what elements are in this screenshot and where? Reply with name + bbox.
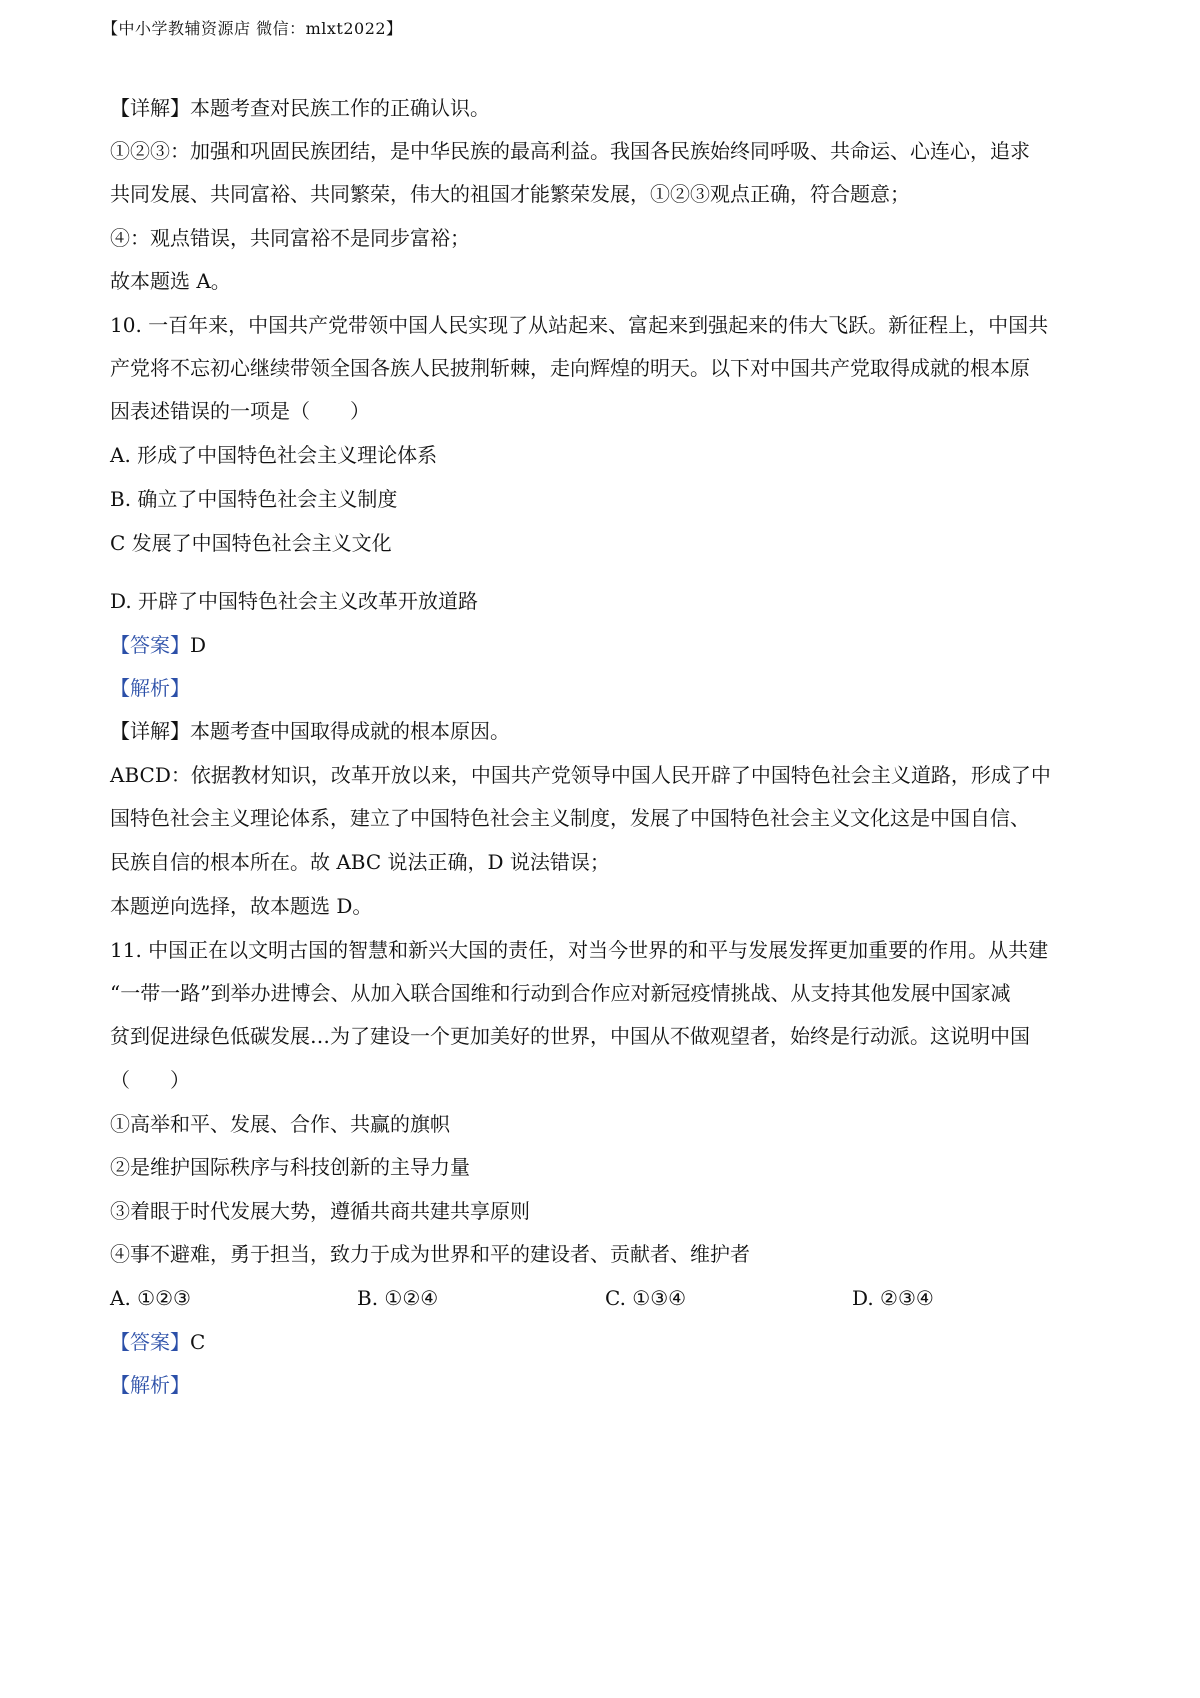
q10-detail-line: 【详解】本题考查中国取得成就的根本原因。 [110,719,510,743]
q11-option-a: A. ①②③ [110,1286,191,1310]
q10-analysis-tag: 【解析】 [110,676,190,700]
q10-stem-line: 因表述错误的一项是（ ） [110,399,370,423]
prev-detail-line: ①②③：加强和巩固民族团结，是中华民族的最高利益。我国各民族始终同呼吸、共命运、心连心，追求 [110,139,1030,163]
q11-option-b: B. ①②④ [357,1286,439,1310]
q11-option-c: C. ①③④ [605,1286,687,1310]
q11-statement: ①高举和平、发展、合作、共赢的旗帜 [110,1112,450,1136]
q10-option-b: B. 确立了中国特色社会主义制度 [110,487,398,511]
q11-analysis-tag: 【解析】 [110,1373,190,1397]
answer-value: C [190,1330,206,1354]
q11-stem-line: 贫到促进绿色低碳发展…为了建设一个更加美好的世界，中国从不做观望者，始终是行动派。这说明中国 [110,1024,1030,1048]
q10-detail-line: 国特色社会主义理论体系，建立了中国特色社会主义制度，发展了中国特色社会主义文化这是中国自信、 [110,806,1030,830]
prev-detail-title: 【详解】本题考查对民族工作的正确认识。 [110,96,490,120]
q10-detail-line: ABCD：依据教材知识，改革开放以来，中国共产党领导中国人民开辟了中国特色社会主义道路，形成了中 [110,763,1051,787]
answer-value: D [190,633,207,657]
q10-stem-line: 产党将不忘初心继续带领全国各族人民披荆斩棘，走向辉煌的明天。以下对中国共产党取得成就的根本原 [110,356,1030,380]
q11-options [110,1288,1010,1312]
q11-stem-line: 11. 中国正在以文明古国的智慧和新兴大国的责任，对当今世界的和平与发展发挥更加重要的作用。从共建 [110,938,1049,962]
q10-stem-line: 10. 一百年来，中国共产党带领中国人民实现了从站起来、富起来到强起来的伟大飞跃。新征程上，中国共 [110,313,1049,337]
q10-answer [110,635,206,655]
answer-tag: 【答案】 [110,633,190,657]
q10-detail-line: 民族自信的根本所在。故 ABC 说法正确，D 说法错误； [110,850,610,874]
q10-option-c: C 发展了中国特色社会主义文化 [110,531,392,555]
q11-statement: ③着眼于时代发展大势，遵循共商共建共享原则 [110,1199,530,1223]
q11-statement: ②是维护国际秩序与科技创新的主导力量 [110,1155,470,1179]
prev-detail-line: 共同发展、共同富裕、共同繁荣，伟大的祖国才能繁荣发展，①②③观点正确，符合题意； [110,182,910,206]
prev-detail-line: ④：观点错误，共同富裕不是同步富裕； [110,226,470,250]
answer-tag: 【答案】 [110,1330,190,1354]
q11-option-d: D. ②③④ [852,1286,934,1310]
q11-statement: ④事不避难，勇于担当，致力于成为世界和平的建设者、贡献者、维护者 [110,1242,750,1266]
q11-stem-line: “一带一路”到举办进博会、从加入联合国维和行动到合作应对新冠疫情挑战、从支持其他发展中国家减 [110,981,1011,1005]
q10-option-d: D. 开辟了中国特色社会主义改革开放道路 [110,589,479,613]
prev-detail-line: 故本题选 A。 [110,269,231,293]
q10-detail-line: 本题逆向选择，故本题选 D。 [110,894,373,918]
q10-option-a: A. 形成了中国特色社会主义理论体系 [110,443,438,467]
page-header: 【中小学教辅资源店 微信：mlxt2022】 [102,19,403,38]
q11-stem-line: （ ） [110,1068,190,1092]
q11-answer [110,1332,205,1352]
